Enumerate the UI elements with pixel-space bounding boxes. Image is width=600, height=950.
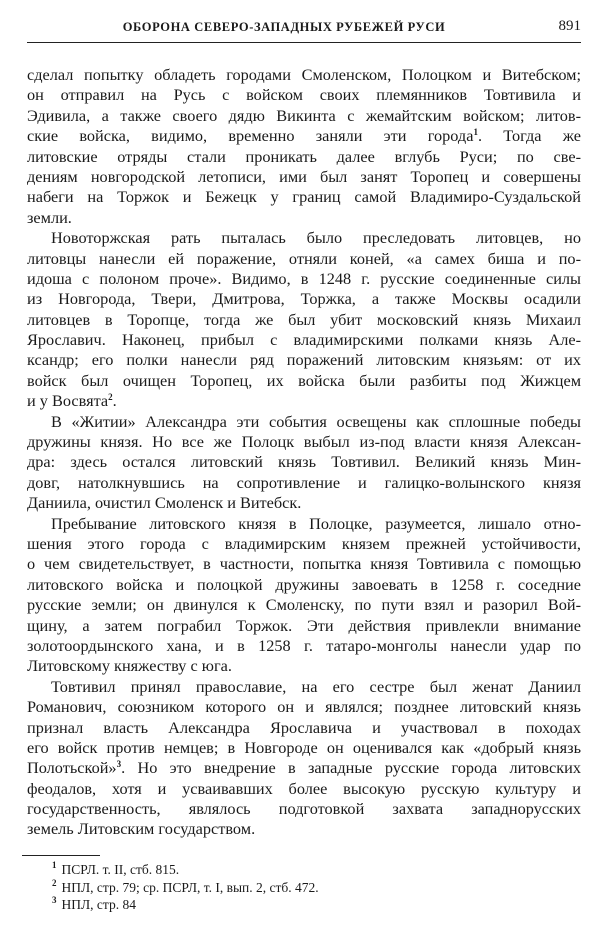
paragraph — [27, 514, 581, 677]
text-line — [27, 228, 581, 248]
text-line — [27, 187, 581, 207]
text-line — [27, 167, 581, 187]
footnote-text: ПСРЛ. т. II, стб. 815. — [61, 862, 180, 877]
footnote-divider — [22, 855, 100, 856]
text-line — [27, 514, 581, 534]
line-text: . Но это внедрение в западные русские города литовских — [121, 758, 581, 778]
line-text: Полотьской» — [27, 758, 117, 778]
main-text — [27, 65, 581, 840]
line-text: государственность, являлось подготовкой захвата западнорусских — [27, 799, 581, 819]
text-line — [27, 432, 581, 452]
line-text: феодалов, хотя и усваивавших более высокую русскую культуру и — [27, 778, 581, 798]
line-text: Товтивил принял православие, на его сестре был женат Даниил — [51, 676, 581, 696]
line-text: дра: здесь остался литовский князь Товтивил. Великий князь Мин- — [27, 452, 581, 472]
text-line — [27, 391, 581, 411]
line-text: его войск против немцев; в Новгороде он оценивался как «добрый князь — [27, 737, 581, 757]
line-text: ские войска, видимо, временно заняли эти города — [27, 126, 474, 146]
text-line — [27, 493, 581, 513]
line-text: и у Восвята — [27, 391, 109, 411]
line-text: Эдивила, а также своего дядю Викинта с жемайтским войском; литов- — [27, 105, 581, 125]
footnote-text: НПЛ, стр. 79; ср. ПСРЛ, т. I, вып. 2, стб. 472. — [61, 879, 319, 895]
line-text: Пребывание литовского князя в Полоцке, разумеется, лишало отно- — [51, 513, 581, 533]
line-text: Ярославич. Наконец, прибыл с владимирскими полками князь Але- — [27, 330, 581, 350]
line-text: из Новгорода, Твери, Дмитрова, Торжка, а также Москвы осадили — [27, 289, 581, 309]
running-title: ОБОРОНА СЕВЕРО-ЗАПАДНЫХ РУБЕЖЕЙ РУСИ — [122, 20, 446, 34]
footnotes — [52, 861, 319, 914]
line-text: о чем свидетельствует, в частности, попытка князя Товтивила с помощью — [27, 554, 581, 574]
text-line — [27, 147, 581, 167]
text-line — [27, 126, 581, 146]
text-line — [27, 554, 581, 574]
text-line — [27, 85, 581, 105]
line-text: земли. — [27, 207, 72, 227]
line-text: Даниила, очистил Смоленск и Витебск. — [27, 493, 302, 513]
line-text: . Тогда же — [477, 126, 581, 146]
line-text: Новоторжская рать пыталась было преследовать литовцев, но — [51, 228, 581, 248]
footnote-ref[interactable]: 3 — [116, 759, 122, 770]
text-line — [27, 269, 581, 289]
line-text: литовцы нанесли ей поражение, отняли коней, «а самех биша и по- — [27, 248, 581, 268]
text-line — [27, 656, 581, 676]
text-line — [27, 575, 581, 595]
text-line — [27, 697, 581, 717]
text-line — [27, 636, 581, 656]
text-line — [27, 249, 581, 269]
text-line — [27, 350, 581, 370]
paragraph — [27, 412, 581, 514]
text-line — [27, 412, 581, 432]
text-line — [27, 738, 581, 758]
footnote — [52, 896, 319, 914]
text-line — [27, 758, 581, 778]
text-line — [27, 473, 581, 493]
line-text: литовские отряды стали проникать далее вглубь Руси; по све- — [27, 146, 581, 166]
text-line — [27, 65, 581, 85]
line-text: сделал попытку обладеть городами Смоленском, Полоцком и Витебском; — [27, 65, 581, 84]
line-text: дениям новгородской летописи, ими был занят Торопец и совершены — [27, 166, 581, 186]
text-line — [27, 779, 581, 799]
line-text: Романович, союзником которого он и являлся; позднее литовский князь — [27, 697, 581, 717]
text-line — [27, 616, 581, 636]
footnote-ref[interactable]: 1 — [473, 127, 478, 138]
line-text: он отправил на Русь с войском своих племянников Товтивила и — [27, 85, 581, 105]
line-text: русские земли; он двинулся к Смоленску, по пути взял и разорил Вой- — [27, 595, 581, 615]
text-line — [27, 289, 581, 309]
text-line — [27, 106, 581, 126]
page-number: 891 — [558, 18, 581, 34]
line-text: набеги на Торжок и Бежецк у границ самой Владимиро-Суздальской — [27, 187, 581, 207]
running-header — [27, 16, 581, 43]
line-text: литовцев в Торопце, тогда же был убит московский князь Михаил — [27, 309, 581, 329]
line-text: ксандр; его полки нанесли ряд поражений литовским князьям: от их — [27, 350, 581, 370]
line-text: шения этого города с владимирским князем прежней устойчивости, — [27, 533, 581, 553]
line-text: идоша с полоном проче». Видимо, в 1248 г. русские соединенные силы — [27, 268, 581, 288]
footnote-mark: 1 — [52, 860, 57, 870]
line-text: . — [112, 391, 117, 411]
text-line — [27, 330, 581, 350]
text-line — [27, 371, 581, 391]
footnote-mark: 2 — [52, 877, 57, 888]
footnote — [52, 861, 319, 879]
footnote — [52, 879, 319, 897]
text-line — [27, 452, 581, 472]
paragraph — [27, 65, 581, 228]
line-text: земель Литовским государством. — [27, 819, 256, 839]
line-text: довг, натолкнувшись на сопротивление и галицко-волынского князя — [27, 472, 581, 492]
line-text: признал власть Александра Ярославича и участвовал в походах — [27, 717, 581, 737]
text-line — [27, 595, 581, 615]
text-line — [27, 819, 581, 839]
line-text: войск был очищен Торопец, их войска были разбиты под Жижцем — [27, 370, 581, 390]
line-text: дружины князя. Но все же Полоцк выбыл из-под власти князя Алексан- — [27, 432, 581, 452]
paragraph — [27, 228, 581, 412]
line-text: В «Житии» Александра эти события освещены как сплошные победы — [51, 411, 581, 431]
footnote-text: НПЛ, стр. 84 — [61, 897, 136, 912]
line-text: щину, а затем пограбил Торжок. Эти действия привлекли внимание — [27, 615, 581, 635]
text-line — [27, 799, 581, 819]
line-text: золотоордынского хана, и в 1258 г. татаро-монголы нанесли удар по — [27, 635, 581, 655]
text-line — [27, 208, 581, 228]
line-text: Литовскому княжеству с юга. — [27, 656, 232, 676]
paragraph — [27, 677, 581, 840]
footnote-ref[interactable]: 2 — [108, 392, 113, 403]
line-text: литовского войска и полоцкой дружины завоевать в 1258 г. соседние — [27, 574, 581, 594]
text-line — [27, 718, 581, 738]
text-line — [27, 310, 581, 330]
footnote-mark: 3 — [52, 895, 57, 905]
text-line — [27, 534, 581, 554]
text-line — [27, 677, 581, 697]
